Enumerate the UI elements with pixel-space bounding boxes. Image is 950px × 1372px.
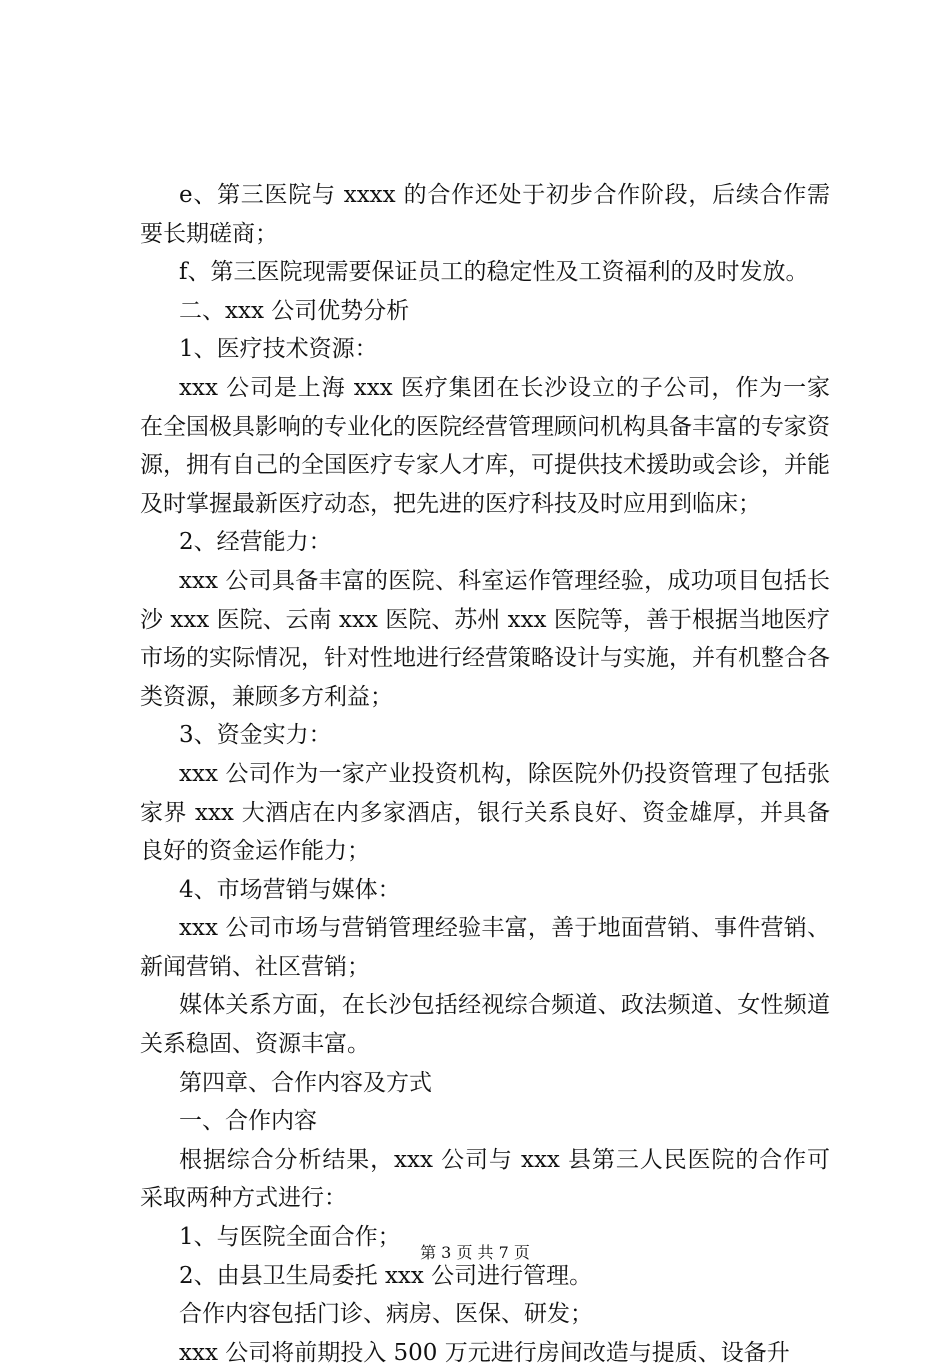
paragraph: 2、经营能力： (179, 529, 332, 556)
page-footer: 第 3 页 共 7 页 (420, 1243, 530, 1262)
paragraph: 媒体关系方面，在长沙包括经视综合频道、政法频道、女性频道关系稳固、资源丰富。 (140, 992, 830, 1058)
document-body (140, 176, 830, 1372)
paragraph: 1、医疗技术资源： (179, 336, 378, 363)
paragraph: xxx 公司市场与营销管理经验丰富，善于地面营销、事件营销、新闻营销、社区营销； (140, 915, 830, 980)
paragraph: xxx 公司是上海 xxx 医疗集团在长沙设立的子公司，作为一家在全国极具影响的专业化的医院经营管理顾问机构具备丰富的专家资源，拥有自己的全国医疗专家人才库，可提供技术援助或会诊，并能及时掌握最新医疗动态，把先进的医疗科技及时应用到临床； (140, 374, 830, 517)
paragraph: 1、与医院全面合作； (179, 1224, 401, 1251)
paragraph: 一、合作内容 (179, 1108, 317, 1135)
paragraph: 3、资金实力： (179, 722, 332, 749)
paragraph: xxx 公司作为一家产业投资机构，除医院外仍投资管理了包括张家界 xxx 大酒店在内多家酒店，银行关系良好、资金雄厚，并具备良好的资金运作能力； (140, 760, 830, 865)
paragraph: 4、市场营销与媒体： (179, 876, 401, 903)
paragraph: xxx 公司具备丰富的医院、科室运作管理经验，成功项目包括长沙 xxx 医院、云南 xxx 医院、苏州 xxx 医院等，善于根据当地医疗市场的实际情况，针对性地进行经营策略设计与实施，并有机整合各类资源，兼顾多方利益； (140, 567, 830, 710)
paragraph: f、第三医院现需要保证员工的稳定性及工资福利的及时发放。 (179, 259, 809, 286)
paragraph: xxx 公司将前期投入 500 万元进行房间改造与提质、设备升 (179, 1339, 790, 1366)
paragraph: 根据综合分析结果，xxx 公司与 xxx 县第三人民医院的合作可采取两种方式进行： (140, 1146, 830, 1212)
paragraph: 二、xxx 公司优势分析 (179, 297, 410, 324)
paragraph: e、第三医院与 xxxx 的合作还处于初步合作阶段，后续合作需要长期磋商； (140, 182, 830, 247)
paragraph: 第四章、合作内容及方式 (179, 1069, 432, 1096)
paragraph: 合作内容包括门诊、病房、医保、研发； (179, 1301, 593, 1328)
paragraph: 2、由县卫生局委托 xxx 公司进行管理。 (179, 1262, 593, 1289)
